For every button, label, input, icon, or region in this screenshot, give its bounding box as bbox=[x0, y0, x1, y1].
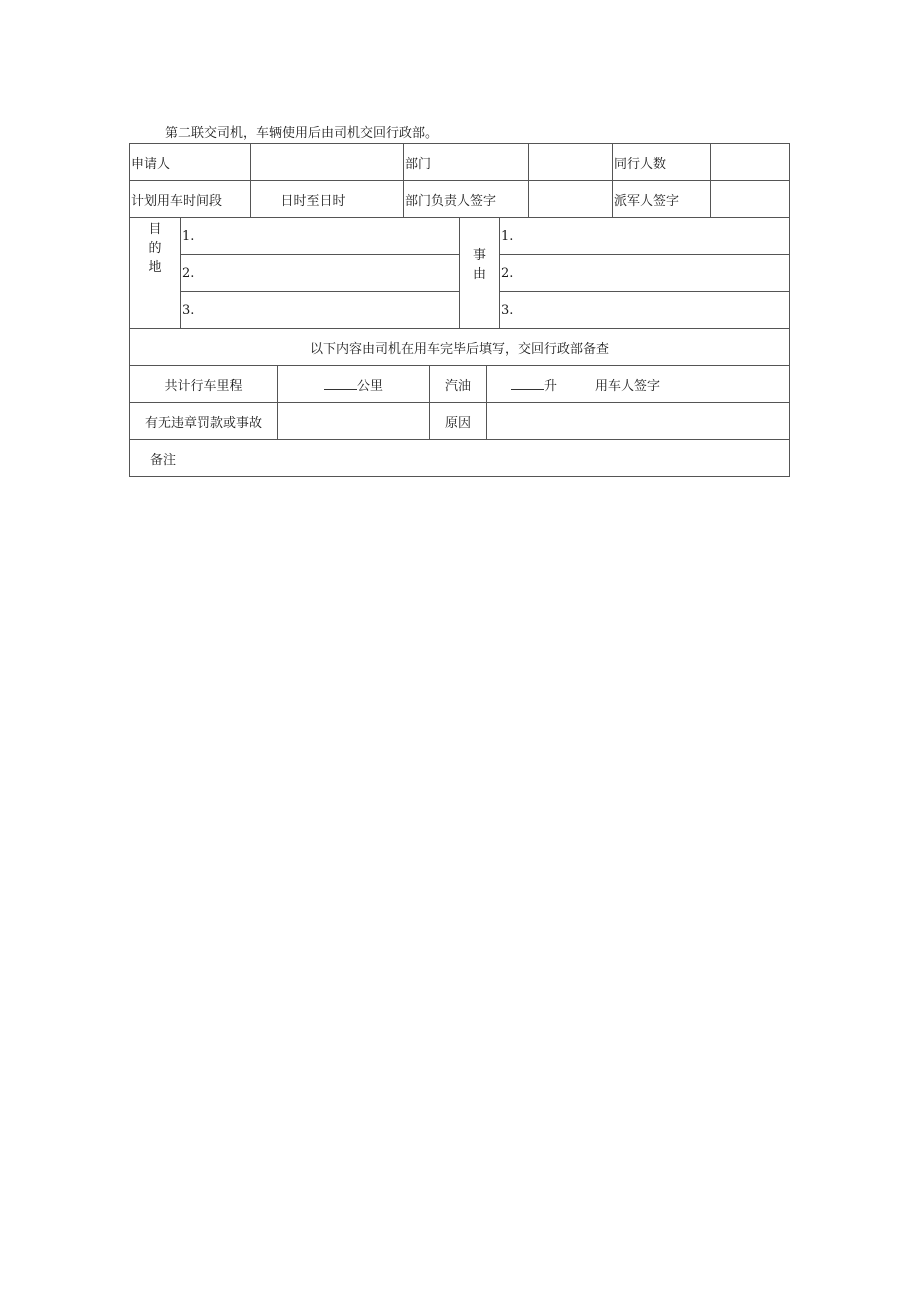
destination-label-char: 地 bbox=[148, 260, 162, 275]
fuel-and-sign-field[interactable] bbox=[487, 366, 789, 403]
user-sign-label: 用车人签字 bbox=[595, 378, 661, 394]
form-caption: 第二联交司机，车辆使用后由司机交回行政部。 bbox=[165, 126, 439, 141]
mileage-unit: 公里 bbox=[356, 378, 383, 394]
dept-head-sign-label: 部门负责人签字 bbox=[404, 181, 529, 218]
violation-field[interactable] bbox=[278, 403, 430, 440]
applicant-label: 申请人 bbox=[130, 144, 251, 181]
applicant-field[interactable] bbox=[251, 144, 404, 181]
driver-section-title: 以下内容由司机在用车完毕后填写，交回行政部备查 bbox=[130, 329, 789, 366]
reason-label bbox=[460, 218, 500, 329]
reason-label-char: 由 bbox=[472, 267, 486, 282]
department-label: 部门 bbox=[404, 144, 529, 181]
destination-item-1[interactable]: 1. bbox=[181, 218, 460, 255]
destination-label-char: 目 bbox=[148, 222, 162, 237]
companions-field[interactable] bbox=[711, 144, 789, 181]
dispatcher-sign-label: 派军人签字 bbox=[613, 181, 711, 218]
dept-head-sign-field[interactable] bbox=[529, 181, 613, 218]
reason-item-3[interactable]: 3. bbox=[500, 292, 789, 329]
dispatcher-sign-field[interactable] bbox=[711, 181, 789, 218]
reason-item-2[interactable]: 2. bbox=[500, 255, 789, 292]
mileage-field[interactable] bbox=[278, 366, 430, 403]
violation-reason-field[interactable] bbox=[487, 403, 789, 440]
violation-reason-label: 原因 bbox=[430, 403, 487, 440]
destination-item-2[interactable]: 2. bbox=[181, 255, 460, 292]
destination-label bbox=[130, 218, 181, 329]
mileage-label: 共计行车里程 bbox=[130, 366, 278, 403]
vehicle-use-form bbox=[129, 143, 790, 477]
companions-label: 同行人数 bbox=[613, 144, 711, 181]
remarks-label[interactable]: 备注 bbox=[150, 452, 177, 468]
fuel-unit: 升 bbox=[544, 378, 558, 394]
destination-label-char: 的 bbox=[148, 241, 162, 256]
violation-label: 有无违章罚款或事故 bbox=[130, 403, 278, 440]
reason-item-1[interactable]: 1. bbox=[500, 218, 789, 255]
mileage-blank[interactable] bbox=[324, 378, 357, 390]
period-field[interactable]: 日时至日时 bbox=[251, 181, 404, 218]
reason-label-char: 事 bbox=[472, 248, 486, 263]
fuel-label: 汽油 bbox=[430, 366, 487, 403]
fuel-blank[interactable] bbox=[511, 378, 544, 390]
department-field[interactable] bbox=[529, 144, 613, 181]
period-label: 计划用车时间段 bbox=[130, 181, 251, 218]
destination-item-3[interactable]: 3. bbox=[181, 292, 460, 329]
